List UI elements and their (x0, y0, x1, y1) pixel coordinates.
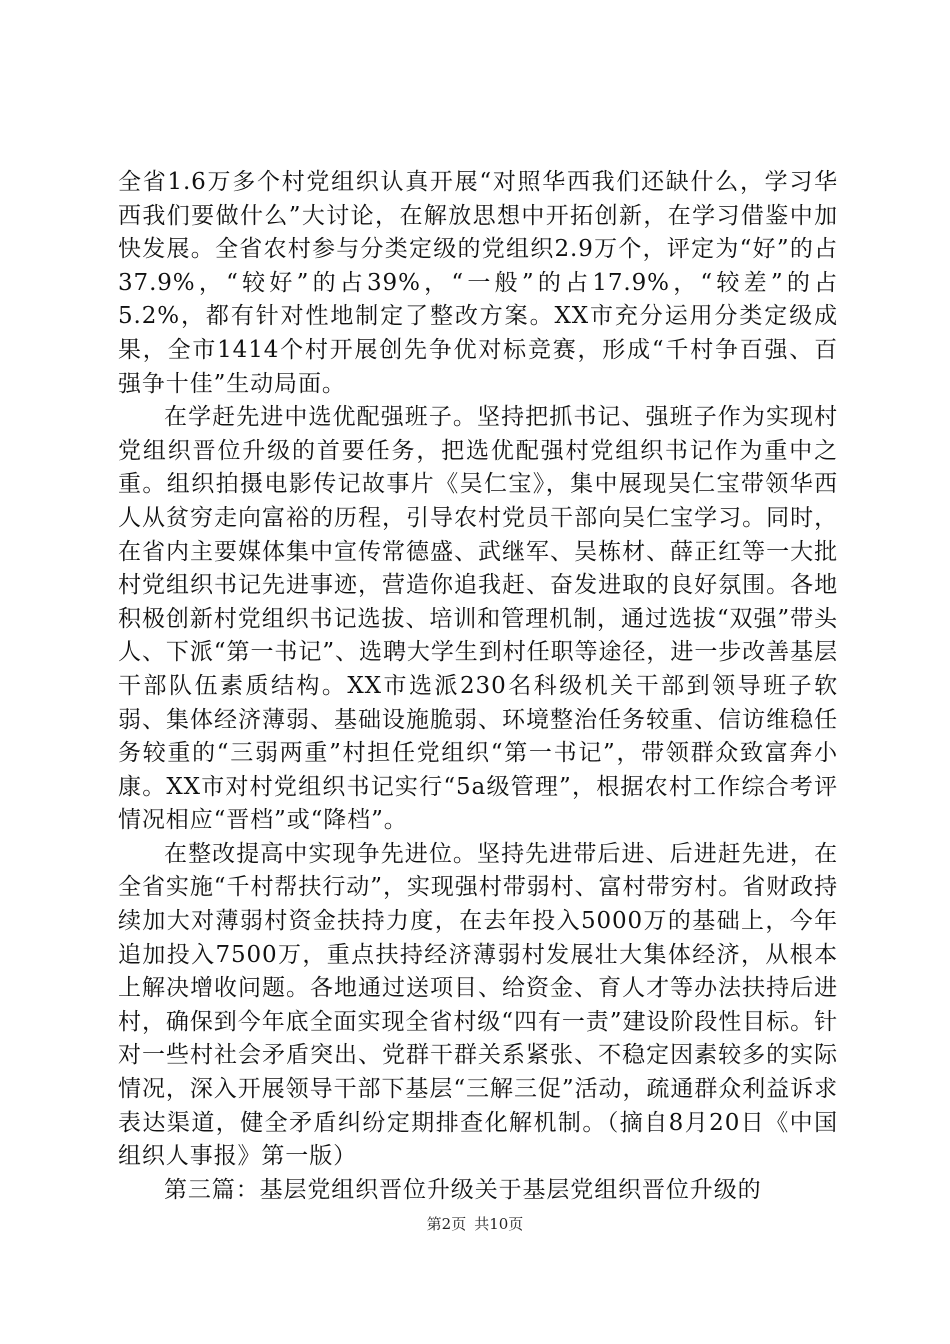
page-number: 第2页 (426, 1215, 467, 1233)
paragraph-select-strong-leaders: 在学赶先进中选优配强班子。坚持把抓书记、强班子作为实现村党组织晋位升级的首要任务，把选优配强村党组织书记作为重中之重。组织拍摄电影传记故事片《吴仁宝》，集中展现吴仁宝带领华西人从贫穷走向富裕的历程，引导农村党员干部向吴仁宝学习。同时，在省内主要媒体集中宣传常德盛、武继军、吴栋材、薛正红等一大批村党组织书记先进事迹，营造你追我赶、奋发进取的良好氛围。各地积极创新村党组织书记选拔、培训和管理机制，通过选拔“双强”带头人、下派“第一书记”、选聘大学生到村任职等途径，进一步改善基层干部队伍素质结构。XX市选派230名科级机关干部到领导班子软弱、集体经济薄弱、基础设施脆弱、环境整治任务较重、信访维稳任务较重的“三弱两重”村担任党组织“第一书记”，带领群众致富奔小康。XX市对村党组织书记实行“5a级管理”，根据农村工作综合考评情况相应“晋档”或“降档”。 (118, 404, 838, 834)
page-footer (0, 1214, 950, 1234)
page-total: 共10页 (474, 1215, 524, 1233)
paragraph-continuation: 全省1.6万多个村党组织认真开展“对照华西我们还缺什么，学习华西我们要做什么”大讨论，在解放思想中开拓创新，在学习借鉴中加快发展。全省农村参与分类定级的党组织2.9万个，评定为“好”的占37.9%，“较好”的占39%，“一般”的占17.9%，“较差”的占5.2%，都有针对性地制定了整改方案。XX市充分运用分类定级成果，全市1414个村开展创先争优对标竞赛，形成“千村争百强、百强争十佳”生动局面。 (118, 169, 838, 397)
paragraph-rectify-and-advance: 在整改提高中实现争先进位。坚持先进带后进、后进赶先进，在全省实施“千村帮扶行动”，实现强村带弱村、富村带穷村。省财政持续加大对薄弱村资金扶持力度，在去年投入5000万的基础上，今年追加投入7500万，重点扶持经济薄弱村发展壮大集体经济，从根本上解决增收问题。各地通过送项目、给资金、育人才等办法扶持后进村，确保到今年底全面实现全省村级“四有一责”建设阶段性目标。针对一些村社会矛盾突出、党群干群关系紧张、不稳定因素较多的实际情况，深入开展领导干部下基层“三解三促”活动，疏通群众利益诉求表达渠道，健全矛盾纠纷定期排查化解机制。（摘自8月20日《中国组织人事报》第一版） (118, 840, 838, 1170)
document-body (118, 166, 838, 1207)
paragraph-section-three-heading: 第三篇：基层党组织晋位升级关于基层党组织晋位升级的 (164, 1176, 762, 1203)
